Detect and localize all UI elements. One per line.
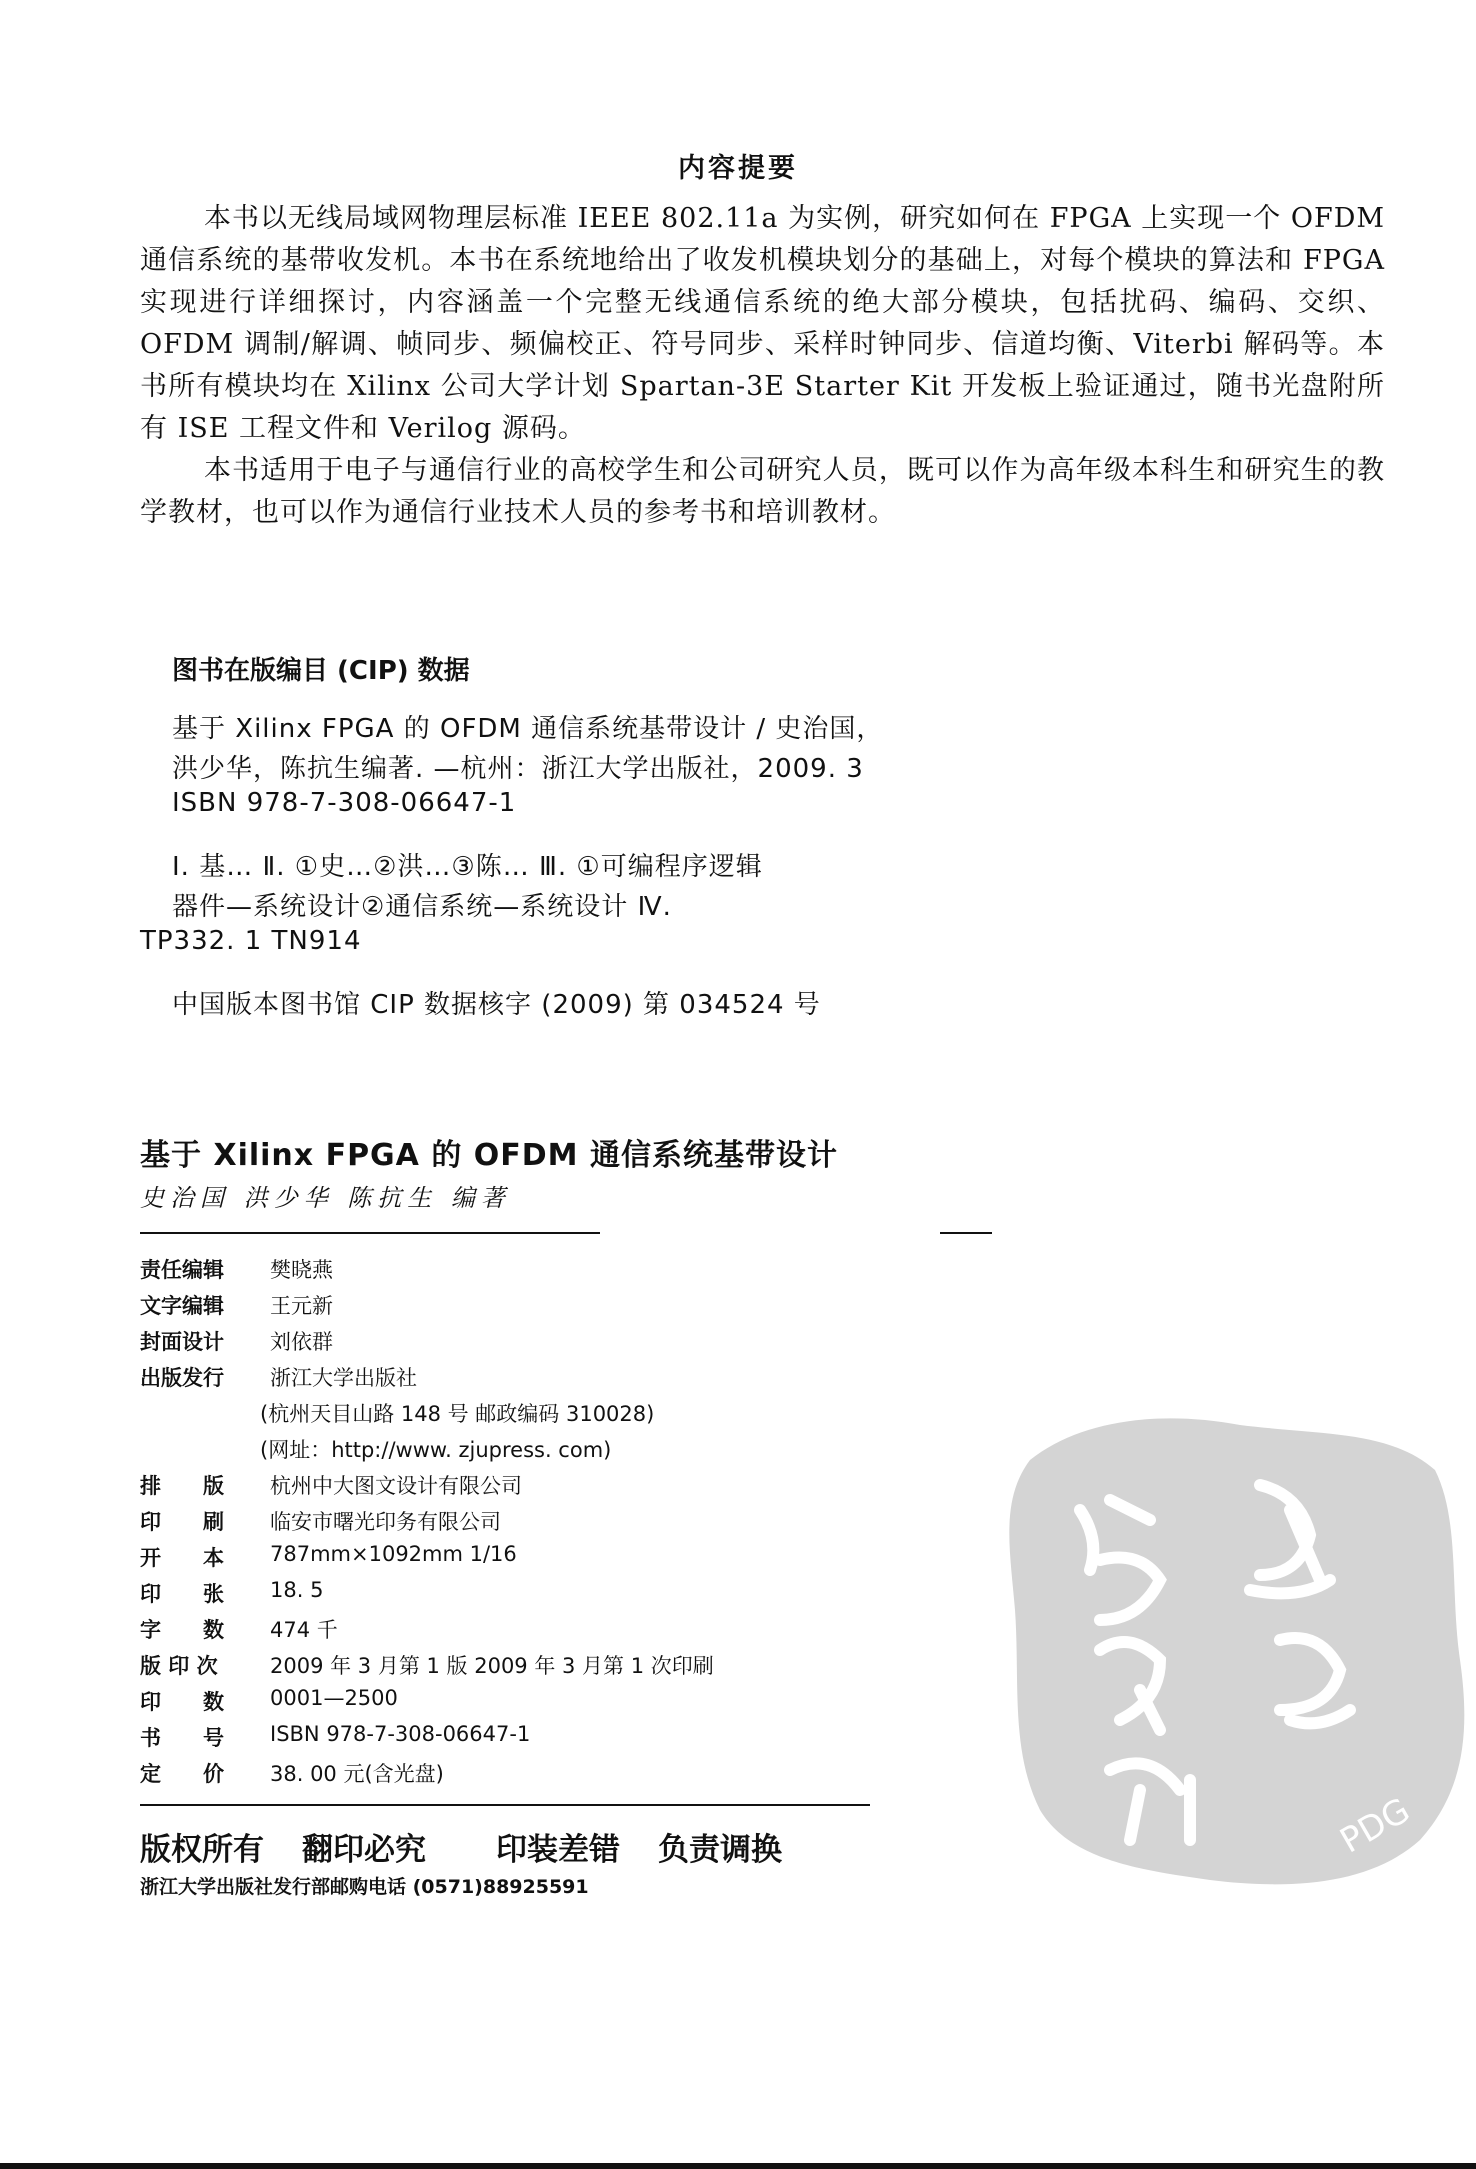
cip-heading: 图书在版编目 (CIP) 数据 <box>172 656 470 686</box>
watermark-text: PDG <box>1333 1790 1417 1862</box>
imprint-value: 474 千 <box>270 1618 338 1642</box>
rights-phrase: 翻印必究 <box>302 1832 426 1868</box>
imprint-value: ISBN 978-7-308-06647-1 <box>270 1722 531 1746</box>
cip-number: 中国版本图书馆 CIP 数据核字 (2009) 第 034524 号 <box>172 990 821 1020</box>
imprint-label: 字 数 <box>140 1618 224 1642</box>
cip-line: 基于 Xilinx FPGA 的 OFDM 通信系统基带设计 / 史治国， <box>172 714 884 744</box>
summary-paragraph: 本书适用于电子与通信行业的高校学生和公司研究人员，既可以作为高年级本科生和研究生的教学教材，也可以作为通信行业技术人员的参考书和培训教材。 <box>140 455 1385 528</box>
cip-line: TP332. 1 TN914 <box>140 926 362 956</box>
imprint-value: 浙江大学出版社 <box>270 1366 417 1390</box>
book-authors: 史治国 洪少华 陈抗生 编著 <box>140 1184 511 1212</box>
imprint-value: 0001—2500 <box>270 1686 398 1710</box>
imprint-label: 责任编辑 <box>140 1258 224 1282</box>
summary-title: 内容提要 <box>678 153 798 184</box>
imprint-label: 文字编辑 <box>140 1294 224 1318</box>
imprint-label: 出版发行 <box>140 1366 224 1390</box>
imprint-label: 印 数 <box>140 1690 224 1714</box>
imprint-label: 开 本 <box>140 1546 224 1570</box>
publisher-address: (杭州天目山路 148 号 邮政编码 310028) <box>260 1402 655 1426</box>
publisher-website: (网址：http://www. zjupress. com) <box>260 1438 612 1462</box>
imprint-value: 樊晓燕 <box>270 1258 333 1282</box>
summary-paragraph: 本书以无线局域网物理层标准 IEEE 802.11a 为实例，研究如何在 FPGA 上实现一个 OFDM 通信系统的基带收发机。本书在系统地给出了收发机模块划分的基础上，对每个模块的算法和 FPGA 实现进行详细探讨，内容涵盖一个完整无线通信系统的绝大部分模块，包括扰码、编码、交织、OFDM 调制/解调、帧同步、频偏校正、符号同步、采样时钟同步、信道均衡、Viterbi 解码等。本书所有模块均在 Xilinx 公司大学计划 Spartan-3E Starter Kit 开发板上验证通过，随书光盘附所有 ISE 工程文件和 Verilog 源码。 <box>140 203 1385 444</box>
imprint-value: 刘依群 <box>270 1330 333 1354</box>
imprint-value: 2009 年 3 月第 1 版 2009 年 3 月第 1 次印刷 <box>270 1654 714 1678</box>
rights-phrase: 负责调换 <box>658 1832 782 1868</box>
imprint-label: 排 版 <box>140 1474 224 1498</box>
imprint-value: 38. 00 元(含光盘) <box>270 1762 444 1786</box>
imprint-label: 封面设计 <box>140 1330 224 1354</box>
divider <box>140 1804 870 1806</box>
imprint-label: 印 刷 <box>140 1510 224 1534</box>
imprint-value: 787mm×1092mm 1/16 <box>270 1542 517 1566</box>
imprint-label: 印 张 <box>140 1582 224 1606</box>
scan-edge <box>0 2163 1476 2169</box>
book-title: 基于 Xilinx FPGA 的 OFDM 通信系统基带设计 <box>140 1138 838 1173</box>
rights-phrase: 印装差错 <box>496 1832 620 1868</box>
imprint-label: 定 价 <box>140 1762 224 1786</box>
divider <box>140 1232 600 1234</box>
mail-order-phone: 浙江大学出版社发行部邮购电话 (0571)88925591 <box>140 1876 589 1898</box>
imprint-value: 18. 5 <box>270 1578 324 1602</box>
seal-stamp-watermark <box>990 1390 1476 1900</box>
cip-line: 洪少华，陈抗生编著. —杭州：浙江大学出版社，2009. 3 <box>172 754 864 784</box>
rights-phrase: 版权所有 <box>140 1832 264 1868</box>
imprint-value: 杭州中大图文设计有限公司 <box>270 1474 522 1498</box>
divider <box>940 1232 992 1234</box>
summary-body <box>140 198 1385 534</box>
imprint-label: 版 印 次 <box>140 1654 218 1678</box>
cip-line: ISBN 978-7-308-06647-1 <box>172 788 517 818</box>
rights-notice <box>140 1824 820 1869</box>
cip-line: Ⅰ. 基… Ⅱ. ①史…②洪…③陈… Ⅲ. ①可编程序逻辑 <box>172 852 763 882</box>
imprint-value: 王元新 <box>270 1294 333 1318</box>
imprint-label: 书 号 <box>140 1726 224 1750</box>
cip-line: 器件—系统设计②通信系统—系统设计 Ⅳ. <box>172 892 672 922</box>
imprint-value: 临安市曙光印务有限公司 <box>270 1510 501 1534</box>
